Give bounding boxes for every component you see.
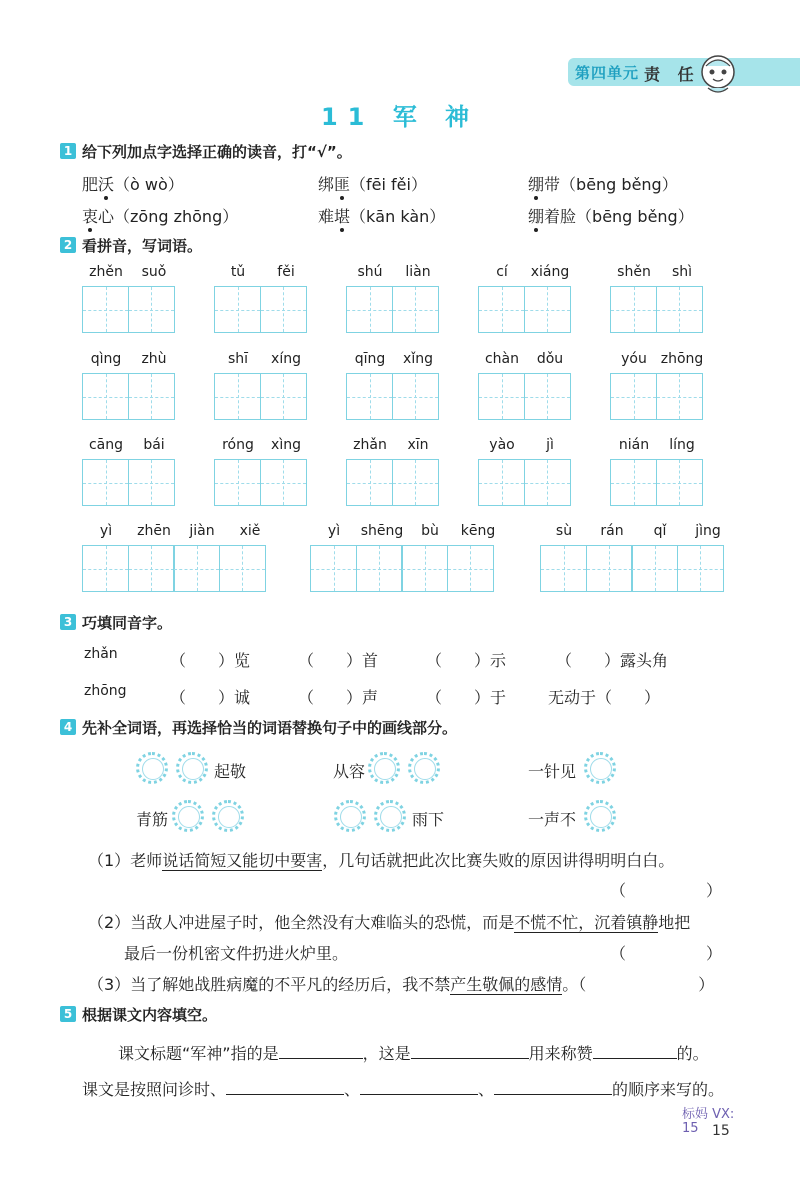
pinyin-syllable: jìng — [695, 523, 721, 539]
section-title: 先补全词语，再选择恰当的词语替换句子中的画线部分。 — [82, 719, 458, 737]
pinyin-syllable: xíng — [271, 351, 301, 367]
writing-cell[interactable] — [214, 459, 261, 506]
unit-theme: 责 任 — [644, 65, 700, 84]
writing-cell[interactable] — [356, 545, 403, 592]
pinyin-syllable: róng — [222, 437, 254, 453]
pinyin-syllable: qìng — [90, 351, 122, 367]
idiom-blank-circle[interactable] — [176, 752, 208, 784]
idiom-fragment: 一针见 — [528, 762, 577, 781]
pinyin-word — [82, 523, 274, 592]
pinyin-syllable: zhěn — [89, 264, 123, 280]
pinyin-syllable: chàn — [484, 351, 520, 367]
idiom-blank-circle[interactable] — [584, 752, 616, 784]
pinyin-word — [214, 264, 310, 333]
pinyin-word — [478, 351, 574, 420]
pinyin-syllable: xīn — [407, 437, 429, 453]
reading-item: 肥沃（ò wò） — [82, 175, 184, 194]
fill-item: （ ）示 — [426, 651, 507, 670]
idiom-blank-circle[interactable] — [334, 800, 366, 832]
fill-item: （ ）露头角 — [556, 651, 669, 670]
writing-cell[interactable] — [82, 286, 129, 333]
idiom-blank-circle[interactable] — [368, 752, 400, 784]
pinyin-word — [346, 437, 442, 506]
idiom-fragment: 从容 — [333, 762, 366, 781]
answer-paren[interactable]: （ ） — [610, 944, 723, 963]
section-title: 巧填同音字。 — [82, 614, 173, 632]
pinyin-word — [82, 437, 178, 506]
question-2: （2）当敌人冲进屋子时，他全然没有大难临头的恐慌，而是不慌不忙，沉着镇静地把 — [88, 913, 691, 932]
pinyin-syllable: nián — [618, 437, 650, 453]
question-1: （1）老师说话简短又能切中要害，几句话就把此次比赛失败的原因讲得明明白白。 — [88, 851, 675, 870]
pinyin-syllable: zhǎn — [353, 437, 387, 453]
page-number: 15 — [712, 1123, 730, 1139]
homophone-pinyin: zhǎn — [84, 646, 118, 662]
pinyin-syllable: rán — [600, 523, 624, 539]
section-number: 5 — [60, 1006, 76, 1022]
pinyin-word — [478, 437, 574, 506]
fill-line-1: 课文标题“军神”指的是 ，这是 用来称赞 的。 — [118, 1044, 709, 1063]
section-number: 2 — [60, 237, 76, 253]
pinyin-syllable: xìng — [271, 437, 301, 453]
pinyin-word — [82, 351, 178, 420]
reading-item: 难堪（kān kàn） — [318, 207, 446, 226]
pinyin-syllable: líng — [669, 437, 695, 453]
writing-cell[interactable] — [478, 459, 525, 506]
fill-item: （ ）首 — [298, 651, 379, 670]
lesson-title: 11 军 神 — [320, 103, 480, 131]
writing-cell[interactable] — [128, 459, 175, 506]
answer-blank[interactable] — [360, 1078, 478, 1095]
writing-cell[interactable] — [346, 459, 393, 506]
watermark: 标妈 VX: 15 — [682, 1107, 735, 1136]
pinyin-syllable: liàn — [405, 264, 431, 280]
pinyin-syllable: jì — [546, 437, 554, 453]
section-number: 4 — [60, 719, 76, 735]
answer-blank[interactable] — [593, 1042, 677, 1059]
pinyin-syllable: yì — [99, 523, 113, 539]
writing-cell[interactable] — [82, 373, 129, 420]
reading-item: 衷心（zōng zhōng） — [82, 207, 239, 226]
idiom-blank-circle[interactable] — [212, 800, 244, 832]
writing-cell[interactable] — [128, 545, 175, 592]
pinyin-syllable: shī — [227, 351, 249, 367]
pinyin-syllable: shěn — [617, 264, 651, 280]
writing-cell[interactable] — [610, 373, 657, 420]
pinyin-syllable: cí — [496, 264, 508, 280]
pinyin-word — [82, 264, 178, 333]
pinyin-syllable: jiàn — [189, 523, 215, 539]
pinyin-syllable: shēng — [360, 523, 404, 539]
pinyin-syllable: yóu — [621, 351, 647, 367]
pinyin-syllable: fěi — [277, 264, 295, 280]
pinyin-word — [214, 437, 310, 506]
pinyin-syllable: xǐng — [403, 351, 433, 367]
pinyin-syllable: qǐ — [653, 523, 667, 539]
writing-cell[interactable] — [346, 373, 393, 420]
section-title: 根据课文内容填空。 — [82, 1006, 218, 1024]
homophone-pinyin: zhōng — [84, 683, 127, 699]
pinyin-word — [478, 264, 574, 333]
idiom-blank-circle[interactable] — [408, 752, 440, 784]
writing-cell[interactable] — [586, 545, 633, 592]
reading-item: 绷带（bēng běng） — [528, 175, 678, 194]
fill-item: （ ）诚 — [170, 688, 251, 707]
writing-cell[interactable] — [214, 286, 261, 333]
pinyin-syllable: yì — [327, 523, 341, 539]
fill-item: （ ）于 — [426, 688, 507, 707]
idiom-blank-circle[interactable] — [172, 800, 204, 832]
writing-cell[interactable] — [260, 459, 307, 506]
pinyin-syllable: shì — [671, 264, 693, 280]
fill-item: 无动于（ ） — [548, 688, 661, 707]
answer-paren[interactable]: （ ） — [610, 881, 723, 900]
cartoon-child-icon — [698, 52, 738, 96]
pinyin-syllable: zhēn — [137, 523, 171, 539]
writing-cell[interactable] — [173, 545, 220, 592]
pinyin-syllable: zhōng — [660, 351, 704, 367]
reading-item: 绑匪（fēi fěi） — [318, 175, 427, 194]
writing-cell[interactable] — [401, 545, 448, 592]
writing-cell[interactable] — [82, 545, 129, 592]
idiom-blank-circle[interactable] — [584, 800, 616, 832]
pinyin-syllable: tǔ — [230, 264, 246, 280]
writing-cell[interactable] — [656, 459, 703, 506]
writing-cell[interactable] — [631, 545, 678, 592]
writing-cell[interactable] — [447, 545, 494, 592]
writing-cell[interactable] — [392, 459, 439, 506]
writing-cell[interactable] — [82, 459, 129, 506]
answer-blank[interactable] — [411, 1042, 529, 1059]
writing-cell[interactable] — [524, 373, 571, 420]
section-title: 给下列加点字选择正确的读音，打“√”。 — [82, 143, 352, 161]
writing-cell[interactable] — [610, 286, 657, 333]
pinyin-word — [346, 264, 442, 333]
writing-cell[interactable] — [478, 286, 525, 333]
question-2-cont: 最后一份机密文件扔进火炉里。 — [124, 944, 349, 963]
answer-blank[interactable] — [494, 1078, 612, 1095]
fill-line-2: 课文是按照问诊时、 、 、 的顺序来写的。 — [82, 1080, 725, 1099]
pinyin-word — [214, 351, 310, 420]
pinyin-syllable: dǒu — [536, 351, 564, 367]
pinyin-word — [310, 523, 502, 592]
answer-blank[interactable] — [279, 1042, 363, 1059]
idiom-fragment: 起敬 — [214, 762, 247, 781]
pinyin-syllable: suǒ — [141, 264, 167, 280]
section-number: 3 — [60, 614, 76, 630]
writing-cell[interactable] — [260, 286, 307, 333]
pinyin-word — [610, 437, 706, 506]
pinyin-word — [346, 351, 442, 420]
writing-cell[interactable] — [656, 373, 703, 420]
writing-cell[interactable] — [656, 286, 703, 333]
pinyin-syllable: qīng — [354, 351, 386, 367]
pinyin-syllable: xiě — [239, 523, 261, 539]
writing-cell[interactable] — [392, 373, 439, 420]
idiom-blank-circle[interactable] — [136, 752, 168, 784]
pinyin-word — [610, 351, 706, 420]
pinyin-syllable: yào — [489, 437, 515, 453]
pinyin-syllable: zhù — [141, 351, 167, 367]
pinyin-syllable: shú — [357, 264, 383, 280]
fill-item: （ ）声 — [298, 688, 379, 707]
writing-cell[interactable] — [346, 286, 393, 333]
writing-cell[interactable] — [260, 373, 307, 420]
writing-cell[interactable] — [214, 373, 261, 420]
writing-cell[interactable] — [219, 545, 266, 592]
writing-cell[interactable] — [524, 459, 571, 506]
pinyin-word — [540, 523, 732, 592]
section-title: 看拼音，写词语。 — [82, 237, 203, 255]
idiom-fragment: 青筋 — [136, 810, 169, 829]
idiom-fragment: 一声不 — [528, 810, 577, 829]
pinyin-syllable: xiáng — [530, 264, 570, 280]
writing-cell[interactable] — [128, 373, 175, 420]
writing-cell[interactable] — [128, 286, 175, 333]
writing-cell[interactable] — [392, 286, 439, 333]
pinyin-syllable: cāng — [88, 437, 124, 453]
answer-blank[interactable] — [226, 1078, 344, 1095]
pinyin-syllable: kēng — [460, 523, 496, 539]
writing-cell[interactable] — [524, 286, 571, 333]
question-3: （3）当了解她战胜病魔的不平凡的经历后，我不禁产生敬佩的感情。（ ） — [88, 975, 715, 994]
pinyin-word — [610, 264, 706, 333]
writing-cell[interactable] — [540, 545, 587, 592]
writing-cell[interactable] — [677, 545, 724, 592]
reading-item: 绷着脸（bēng běng） — [528, 207, 694, 226]
idiom-blank-circle[interactable] — [374, 800, 406, 832]
fill-item: （ ）览 — [170, 651, 251, 670]
pinyin-syllable: bù — [421, 523, 439, 539]
unit-label: 第四单元 — [575, 64, 640, 82]
idiom-fragment: 雨下 — [412, 810, 445, 829]
section-number: 1 — [60, 143, 76, 159]
pinyin-syllable: sù — [555, 523, 573, 539]
writing-cell[interactable] — [610, 459, 657, 506]
writing-cell[interactable] — [310, 545, 357, 592]
pinyin-syllable: bái — [143, 437, 165, 453]
writing-cell[interactable] — [478, 373, 525, 420]
